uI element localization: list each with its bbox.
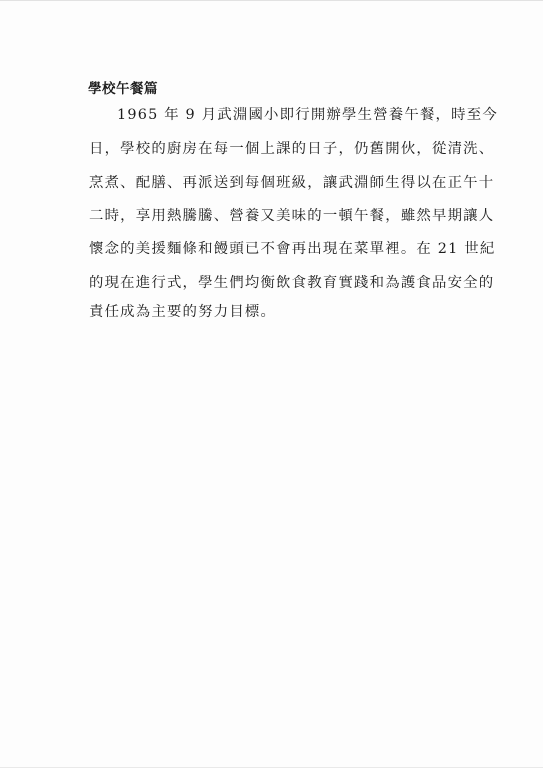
paragraph-line: 責任成為主要的努力目標。 — [89, 304, 277, 320]
paragraph-line: 二時，享用熱騰騰、營養又美味的一頓午餐，雖然早期讓人 — [89, 208, 495, 224]
paragraph-line: 的現在進行式，學生們均衡飲食教育實踐和為護食品安全的 — [89, 275, 495, 291]
section-heading: 學校午餐篇 — [88, 81, 158, 97]
paragraph-line: 日，學校的廚房在每一個上課的日子，仍舊開伙，從清洗、 — [89, 141, 495, 157]
paragraph-line: 1965 年 9 月武淵國小即行開辦學生營養午餐，時至今 — [117, 107, 498, 123]
paragraph-line: 懷念的美援麵條和饅頭已不會再出現在菜單裡。在 21 世紀 — [89, 241, 496, 257]
paragraph-line: 烹煮、配膳、再派送到每個班級，讓武淵師生得以在正午十 — [89, 175, 495, 191]
